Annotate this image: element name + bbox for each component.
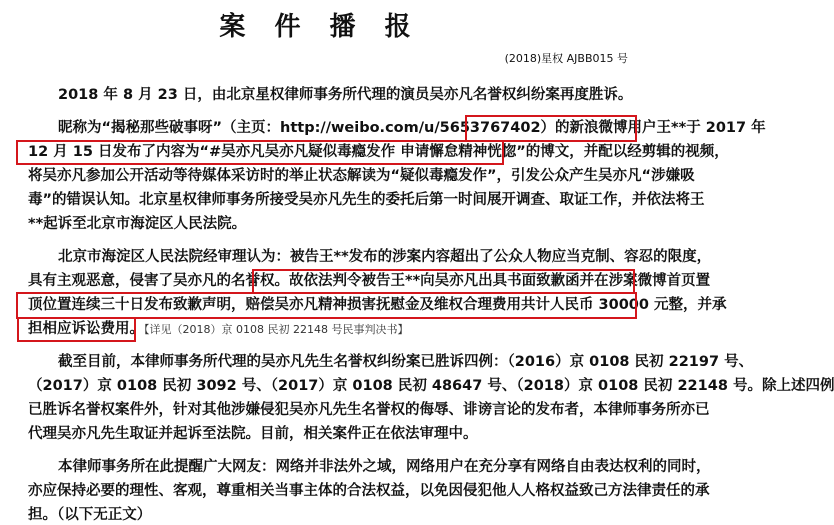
judgment-reference-note: 【详见（2018）京 0108 民初 22148 号民事判决书】 [144, 323, 409, 336]
highlight-box [17, 317, 136, 342]
reference-number: (2018)星权 AJBB015 号 [504, 52, 628, 65]
paragraph-4-line: 已胜诉名誉权案件外，针对其他涉嫌侵犯吴亦凡先生名誉权的侮辱、诽谤言论的发布者，本律师事务所亦已 [28, 402, 710, 418]
paragraph-2-line: 昵称为“揭秘那些破事呀”（主页：http://weibo.com/u/5653767402）的新浪微博用户王**于 2017 年 [58, 120, 766, 136]
paragraph-4-line: （2017）京 0108 民初 3092 号、（2017）京 0108 民初 48647 号、（2018）京 0108 民初 22148 号。除上述四例 [28, 378, 834, 394]
paragraph-4-line: 截至目前，本律师事务所代理的吴亦凡先生名誉权纠纷案已胜诉四例：（2016）京 0108 民初 22197 号、 [58, 354, 754, 370]
paragraph-3-line: 具有主观恶意，侵害了吴亦凡的名誉权。故依法判令被告王**向吴亦凡出具书面致歉函并在涉案微博首页置 [28, 273, 711, 289]
paragraph-1-line: 2018 年 8 月 23 日，由北京星权律师事务所代理的演员吴亦凡名誉权纠纷案再度胜诉。 [58, 87, 633, 103]
paragraph-4-line: 代理吴亦凡先生取证并起诉至法院。目前，相关案件正在依法审理中。 [28, 426, 478, 442]
document-title: 案 件 播 报 [219, 12, 421, 42]
paragraph-2-line: 12 月 15 日发布了内容为“#吴亦凡吴亦凡疑似毒瘾发作 申请懈怠精神恍惚”的博文，并配以经剪辑的视频， [28, 144, 729, 160]
highlight-box [252, 269, 635, 294]
paragraph-5-line: 本律师事务所在此提醒广大网友：网络并非法外之域，网络用户在充分享有网络自由表达权利的同时， [58, 459, 711, 475]
highlight-box [16, 292, 727, 319]
paragraph-3-last-line: 担相应诉讼费用。 [28, 321, 144, 337]
highlight-box [16, 140, 504, 165]
paragraph-2-line: 毒”的错误认知。北京星权律师事务所接受吴亦凡先生的委托后第一时间展开调查、取证工作，并依法将王 [28, 192, 705, 208]
paragraph-5-line: 亦应保持必要的理性、客观，尊重相关当事主体的合法权益，以免因侵犯他人人格权益致己方法律责任的承 [28, 483, 710, 499]
paragraph-2-line: **起诉至北京市海淀区人民法院。 [28, 216, 247, 232]
paragraph-3-line: 北京市海淀区人民法院经审理认为：被告王**发布的涉案内容超出了公众人物应当克制、容忍的限度， [58, 249, 712, 265]
paragraph-3-line: 顶位置连续三十日发布致歉声明，赔偿吴亦凡精神损害抚慰金及维权合理费用共计人民币 30000 元整，并承 [28, 297, 727, 313]
highlight-box [465, 115, 637, 142]
paragraph-5-line: 担。（以下无正文） [28, 507, 152, 523]
paragraph-2-line: 将吴亦凡参加公开活动等待媒体采访时的举止状态解读为“疑似毒瘾发作”，引发公众产生吴亦凡“涉嫌吸 [28, 168, 695, 184]
